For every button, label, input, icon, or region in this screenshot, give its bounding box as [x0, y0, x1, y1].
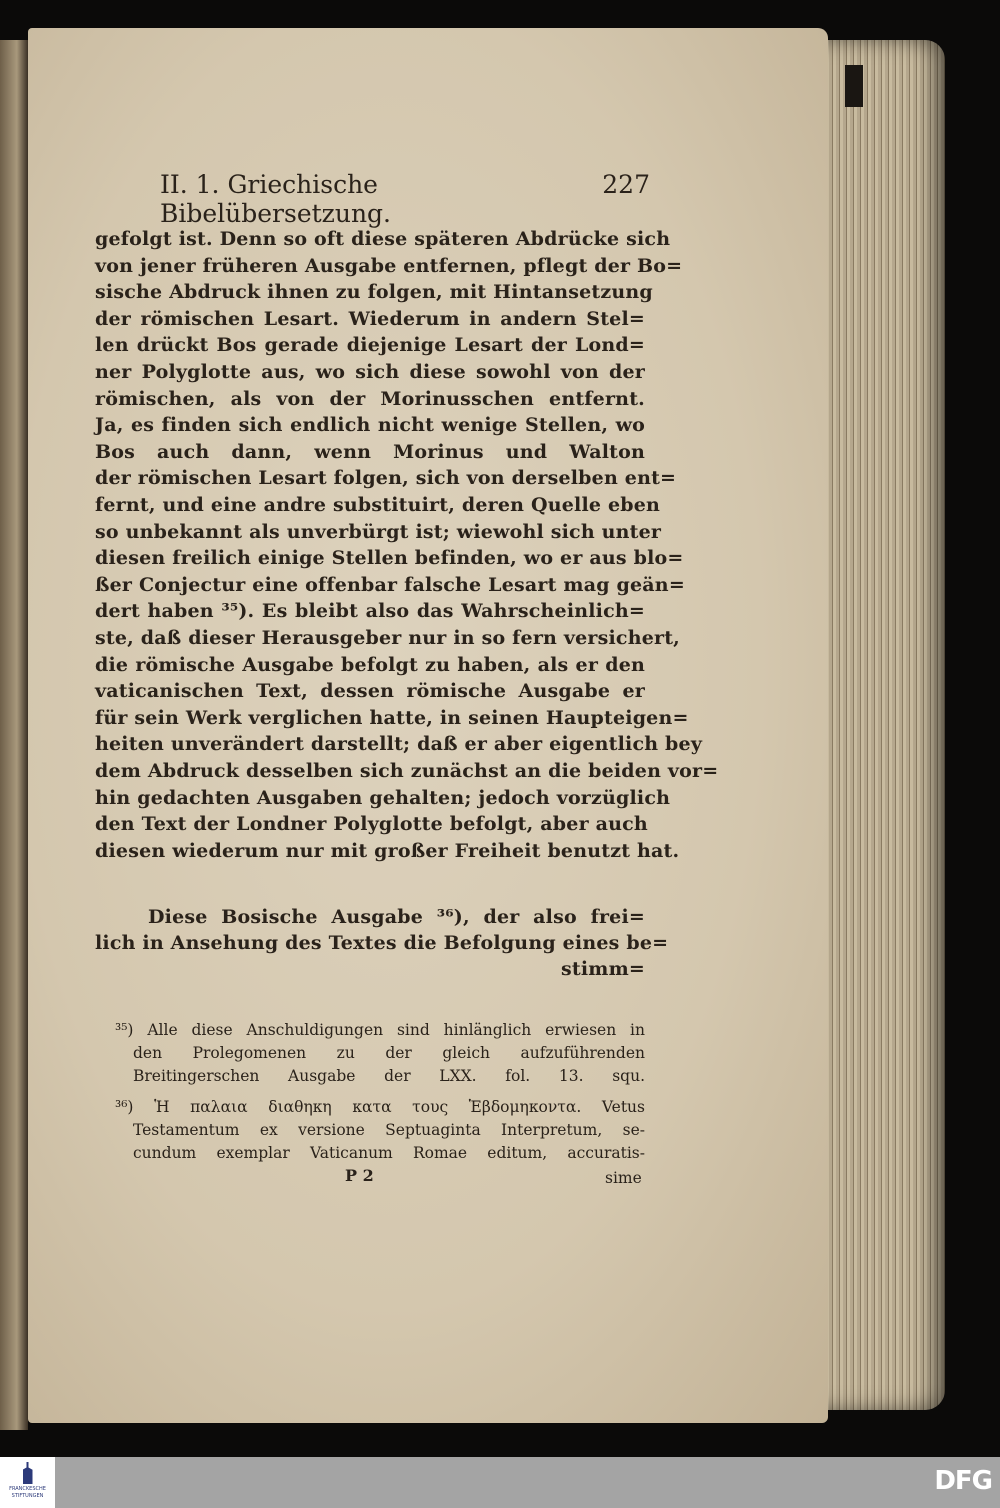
footnote-line: cundum exemplar Vaticanum Romae editum, accuratis-: [133, 1144, 645, 1162]
text-line: diesen wiederum nur mit großer Freiheit benutzt hat.: [95, 839, 680, 862]
header-title: II. 1. Griechische Bibelübersetzung.: [160, 170, 392, 228]
francke-logo[interactable]: [0, 1457, 55, 1508]
text-line: sische Abdruck ihnen zu folgen, mit Hintansetzung: [95, 281, 653, 304]
text-line: Ja, es finden sich endlich nicht wenige Stellen, wo: [95, 414, 645, 437]
footnote-line: ³⁵) Alle diese Anschuldigungen sind hinlänglich erwiesen in: [115, 1021, 645, 1039]
text-line: Bos auch dann, wenn Morinus und Walton: [95, 440, 645, 463]
logo-text-1: FRANCKESCHE: [9, 1486, 46, 1492]
text-line: der römischen Lesart. Wiederum in andern Stel=: [95, 307, 645, 330]
footnote-line: den Prolegomenen zu der gleich aufzuführenden: [133, 1044, 645, 1062]
text-line: für sein Werk verglichen hatte, in seinen Haupteigen=: [95, 706, 689, 729]
text-line: heiten unverändert darstellt; daß er aber eigentlich bey: [95, 733, 703, 756]
tower-icon: [23, 1462, 33, 1484]
text-line: dert haben ³⁵). Es bleibt also das Wahrscheinlich=: [95, 600, 645, 623]
text-line: ste, daß dieser Herausgeber nur in so fern versichert,: [95, 627, 680, 649]
text-line: den Text der Londner Polyglotte befolgt, aber auch: [95, 813, 648, 836]
text-line: fernt, und eine andre substituirt, deren Quelle eben: [95, 494, 661, 516]
text-line: stimm=: [560, 958, 645, 980]
book-page-edges: [815, 40, 945, 1410]
text-line: Diese Bosische Ausgabe ³⁶), der also frei=: [148, 906, 645, 928]
catchword: sime: [605, 1169, 642, 1187]
footnote-line: Testamentum ex versione Septuaginta Interpretum, se-: [133, 1121, 645, 1139]
logo-text-2: STIFTUNGEN: [11, 1493, 44, 1499]
text-line: lich in Ansehung des Textes die Befolgung eines be=: [95, 932, 669, 954]
text-line: so unbekannt als unverbürgt ist; wiewohl sich unter: [95, 520, 662, 543]
page-number: 227: [602, 170, 650, 199]
text-line: dem Abdruck desselben sich zunächst an die beiden vor=: [95, 760, 719, 782]
footer-bar: [0, 1457, 1000, 1508]
text-line: der römischen Lesart folgen, sich von derselben ent=: [95, 467, 677, 490]
text-line: vaticanischen Text, dessen römische Ausgabe er: [95, 680, 645, 703]
footnote-line: Breitingerschen Ausgabe der LXX. fol. 13. squ.: [133, 1067, 645, 1085]
text-line: len drückt Bos gerade diejenige Lesart der Lond=: [95, 334, 645, 357]
running-header: [160, 170, 650, 228]
text-line: hin gedachten Ausgaben gehalten; jedoch vorzüglich: [95, 786, 671, 809]
text-line: ner Polyglotte aus, wo sich diese sowohl von der: [95, 361, 645, 383]
text-line: von jener früheren Ausgabe entfernen, pflegt der Bo=: [95, 254, 683, 277]
bookmark-strip: [845, 65, 863, 107]
footnote-line: ³⁶) Ἡ παλαια διαθηκη κατα τους Ἑβδομηκοντα. Vetus: [115, 1098, 645, 1116]
text-line: diesen freilich einige Stellen befinden, wo er aus blo=: [95, 547, 684, 570]
previous-page-edge: [0, 40, 28, 1430]
dfg-logo[interactable]: DFG: [934, 1466, 992, 1496]
text-line: ßer Conjectur eine offenbar falsche Lesart mag geän=: [95, 573, 685, 596]
text-line: gefolgt ist. Denn so oft diese späteren Abdrücke sich: [95, 228, 671, 250]
signature-mark: P 2: [345, 1166, 374, 1185]
text-line: die römische Ausgabe befolgt zu haben, als er den: [95, 653, 645, 676]
text-line: römischen, als von der Morinusschen entfernt.: [95, 387, 645, 410]
